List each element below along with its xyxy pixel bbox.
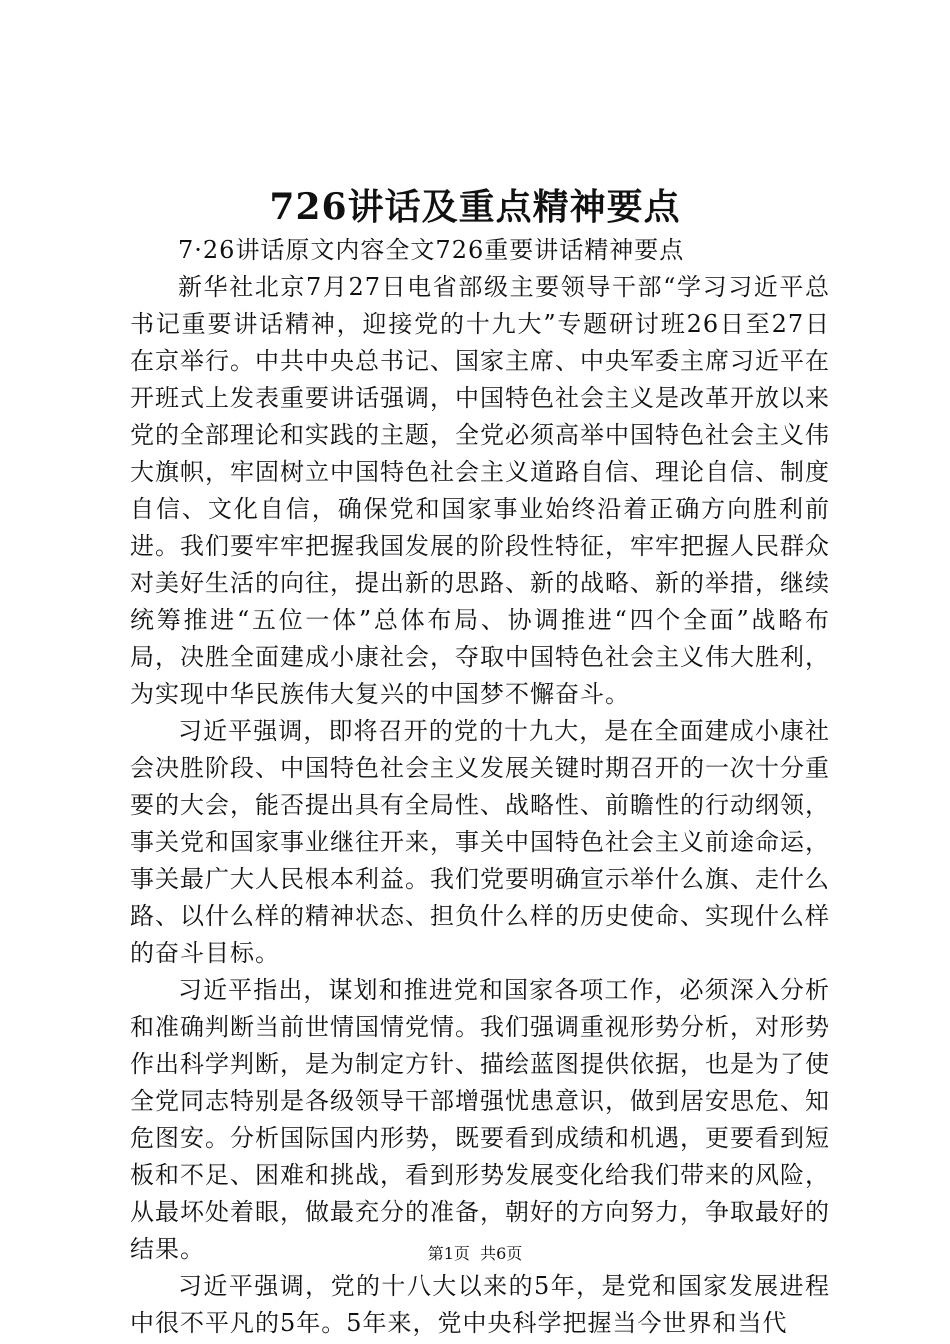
paragraph: 新华社北京7月27日电省部级主要领导干部“学习习近平总书记重要讲话精神，迎接党的十九大”专题研讨班26日至27日在京举行。中共中央总书记、国家主席、中央军委主席习近平在开班式上发表重要讲话强调，中国特色社会主义是改革开放以来党的全部理论和实践的主题，全党必须高举中国特色社会主义伟大旗帜，牢固树立中国特色社会主义道路自信、理论自信、制度自信、文化自信，确保党和国家事业始终沿着正确方向胜利前进。我们要牢牢把握我国发展的阶段性特征，牢牢把握人民群众对美好生活的向往，提出新的思路、新的战略、新的举措，继续统筹推进“五位一体”总体布局、协调推进“四个全面”战略布局，决胜全面建成小康社会，夺取中国特色社会主义伟大胜利，为实现中华民族伟大复兴的中国梦不懈奋斗。 xyxy=(130,273,830,708)
paragraph: 习近平指出，谋划和推进党和国家各项工作，必须深入分析和准确判断当前世情国情党情。我们强调重视形势分析，对形势作出科学判断，是为制定方针、描绘蓝图提供依据，也是为了使全党同志特别是各级领导干部增强忧患意识，做到居安思危、知危图安。分析国际国内形势，既要看到成绩和机遇，更要看到短板和不足、困难和挑战，看到形势发展变化给我们带来的风险，从最坏处着眼，做最充分的准备，朝好的方向努力，争取最好的结果。 xyxy=(130,976,830,1263)
paragraph: 习近平强调，党的十八大以来的5年，是党和国家发展进程中很不平凡的5年。5年来，党中央科学把握当今世界和当代 xyxy=(130,1272,830,1337)
page-footer xyxy=(0,1243,950,1265)
document-body xyxy=(130,232,830,1342)
paragraph: 习近平强调，即将召开的党的十九大，是在全面建成小康社会决胜阶段、中国特色社会主义发展关键时期召开的一次十分重要的大会，能否提出具有全局性、战略性、前瞻性的行动纲领，事关党和国家事业继往开来，事关中国特色社会主义前途命运，事关最广大人民根本利益。我们党要明确宣示举什么旗、走什么路、以什么样的精神状态、担负什么样的历史使命、实现什么样的奋斗目标。 xyxy=(130,717,830,967)
document-title: 726讲话及重点精神要点 xyxy=(269,186,681,228)
document-subtitle: 7·26讲话原文内容全文726重要讲话精神要点 xyxy=(178,236,685,264)
page-number: 第1页 共6页 xyxy=(427,1244,523,1263)
